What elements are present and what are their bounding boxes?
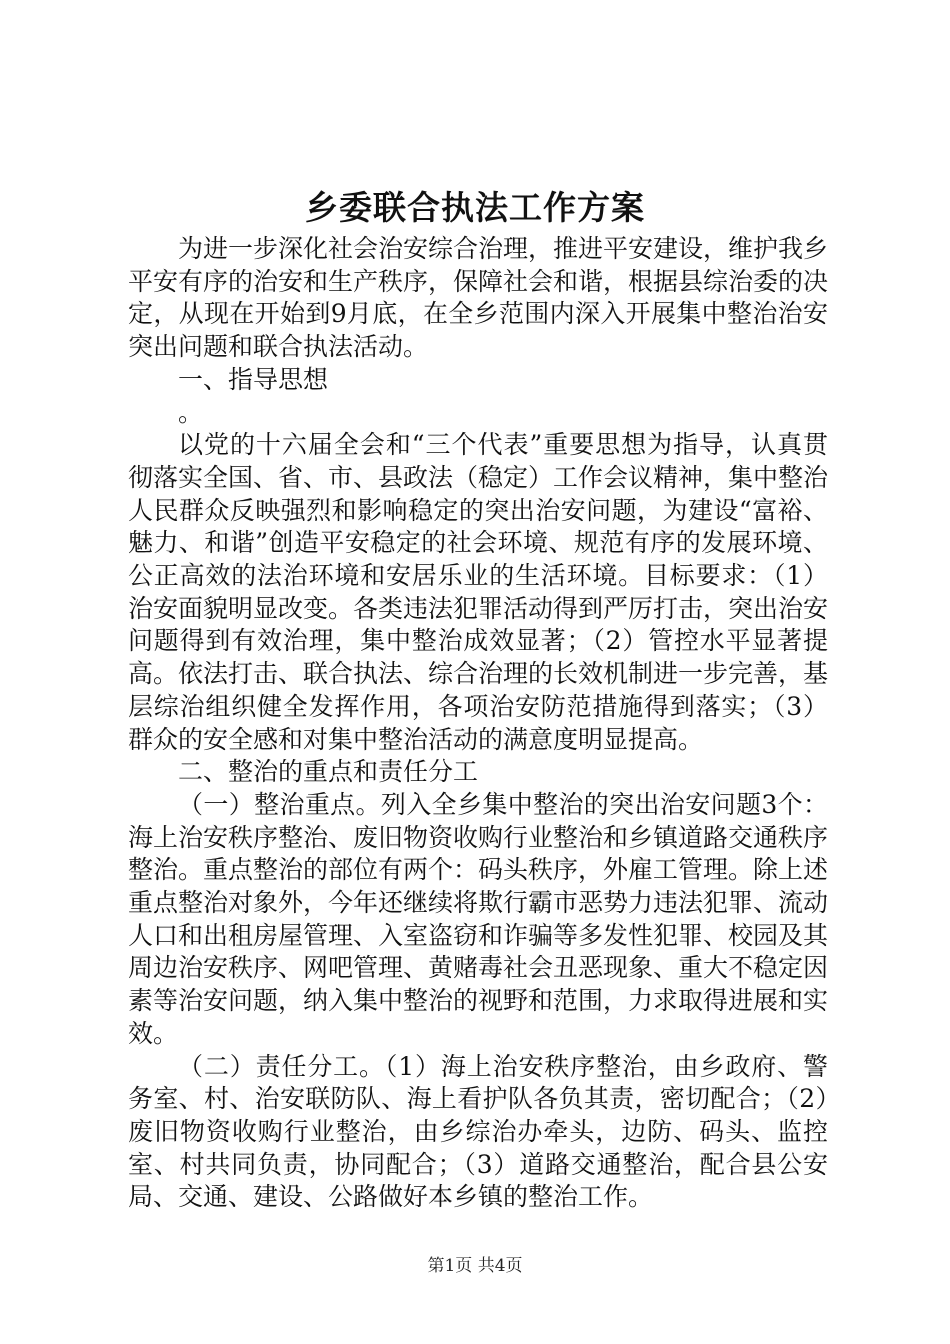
document-title: 乡委联合执法工作方案 bbox=[305, 188, 645, 227]
duties-paragraph: （二）责任分工。（1）海上治安秩序整治，由乡政府、警务室、村、治安联防队、海上看护队各负其责，密切配合；（2）废旧物资收购行业整治，由乡综治办牵头，边防、码头、监控室、村共同负责，协同配合；（3）道路交通整治，配合县公安局、交通、建设、公路做好本乡镇的整治工作。 bbox=[128, 1051, 828, 1212]
guiding-thought-paragraph: 以党的十六届全会和“三个代表”重要思想为指导，认真贯彻落实全国、省、市、县政法（稳定）工作会议精神，集中整治人民群众反映强烈和影响稳定的突出治安问题，为建设“富裕、魅力、和谐”创造平安稳定的社会环境、规范有序的发展环境、公正高效的法治环境和安居乐业的生活环境。目标要求：（1）治安面貌明显改变。各类违法犯罪活动得到严厉打击，突出治安问题得到有效治理，集中整治成效显著；（2）管控水平显著提高。依法打击、联合执法、综合治理的长效机制进一步完善，基层综治组织健全发挥作用，各项治安防范措施得到落实；（3）群众的安全感和对集中整治活动的满意度明显提高。 bbox=[128, 430, 829, 754]
intro-paragraph: 为进一步深化社会治安综合治理，推进平安建设，维护我乡平安有序的治安和生产秩序，保障社会和谐，根据县综治委的决定，从现在开始到9月底，在全乡范围内深入开展集中整治治安突出问题和联合执法活动。 bbox=[128, 234, 829, 362]
focus-paragraph: （一）整治重点。列入全乡集中整治的突出治安问题3个：海上治安秩序整治、废旧物资收购行业整治和乡镇道路交通秩序整治。重点整治的部位有两个：码头秩序，外雇工管理。除上述重点整治对象外，今年还继续将欺行霸市恶势力违法犯罪、流动人口和出租房屋管理、入室盗窃和诈骗等多发性犯罪、校园及其周边治安秩序、网吧管理、黄赌毒社会丑恶现象、重大不稳定因素等治安问题，纳入集中整治的视野和范围，力求取得进展和实效。 bbox=[128, 789, 829, 1048]
document-body bbox=[128, 233, 828, 1214]
separator-mark: 。 bbox=[178, 397, 204, 427]
section-heading-focus-and-duties: 二、整治的重点和责任分工 bbox=[178, 757, 479, 787]
section-heading-guiding-thought: 一、指导思想 bbox=[178, 364, 329, 394]
page-number-footer: 第1页 共4页 bbox=[427, 1256, 523, 1276]
